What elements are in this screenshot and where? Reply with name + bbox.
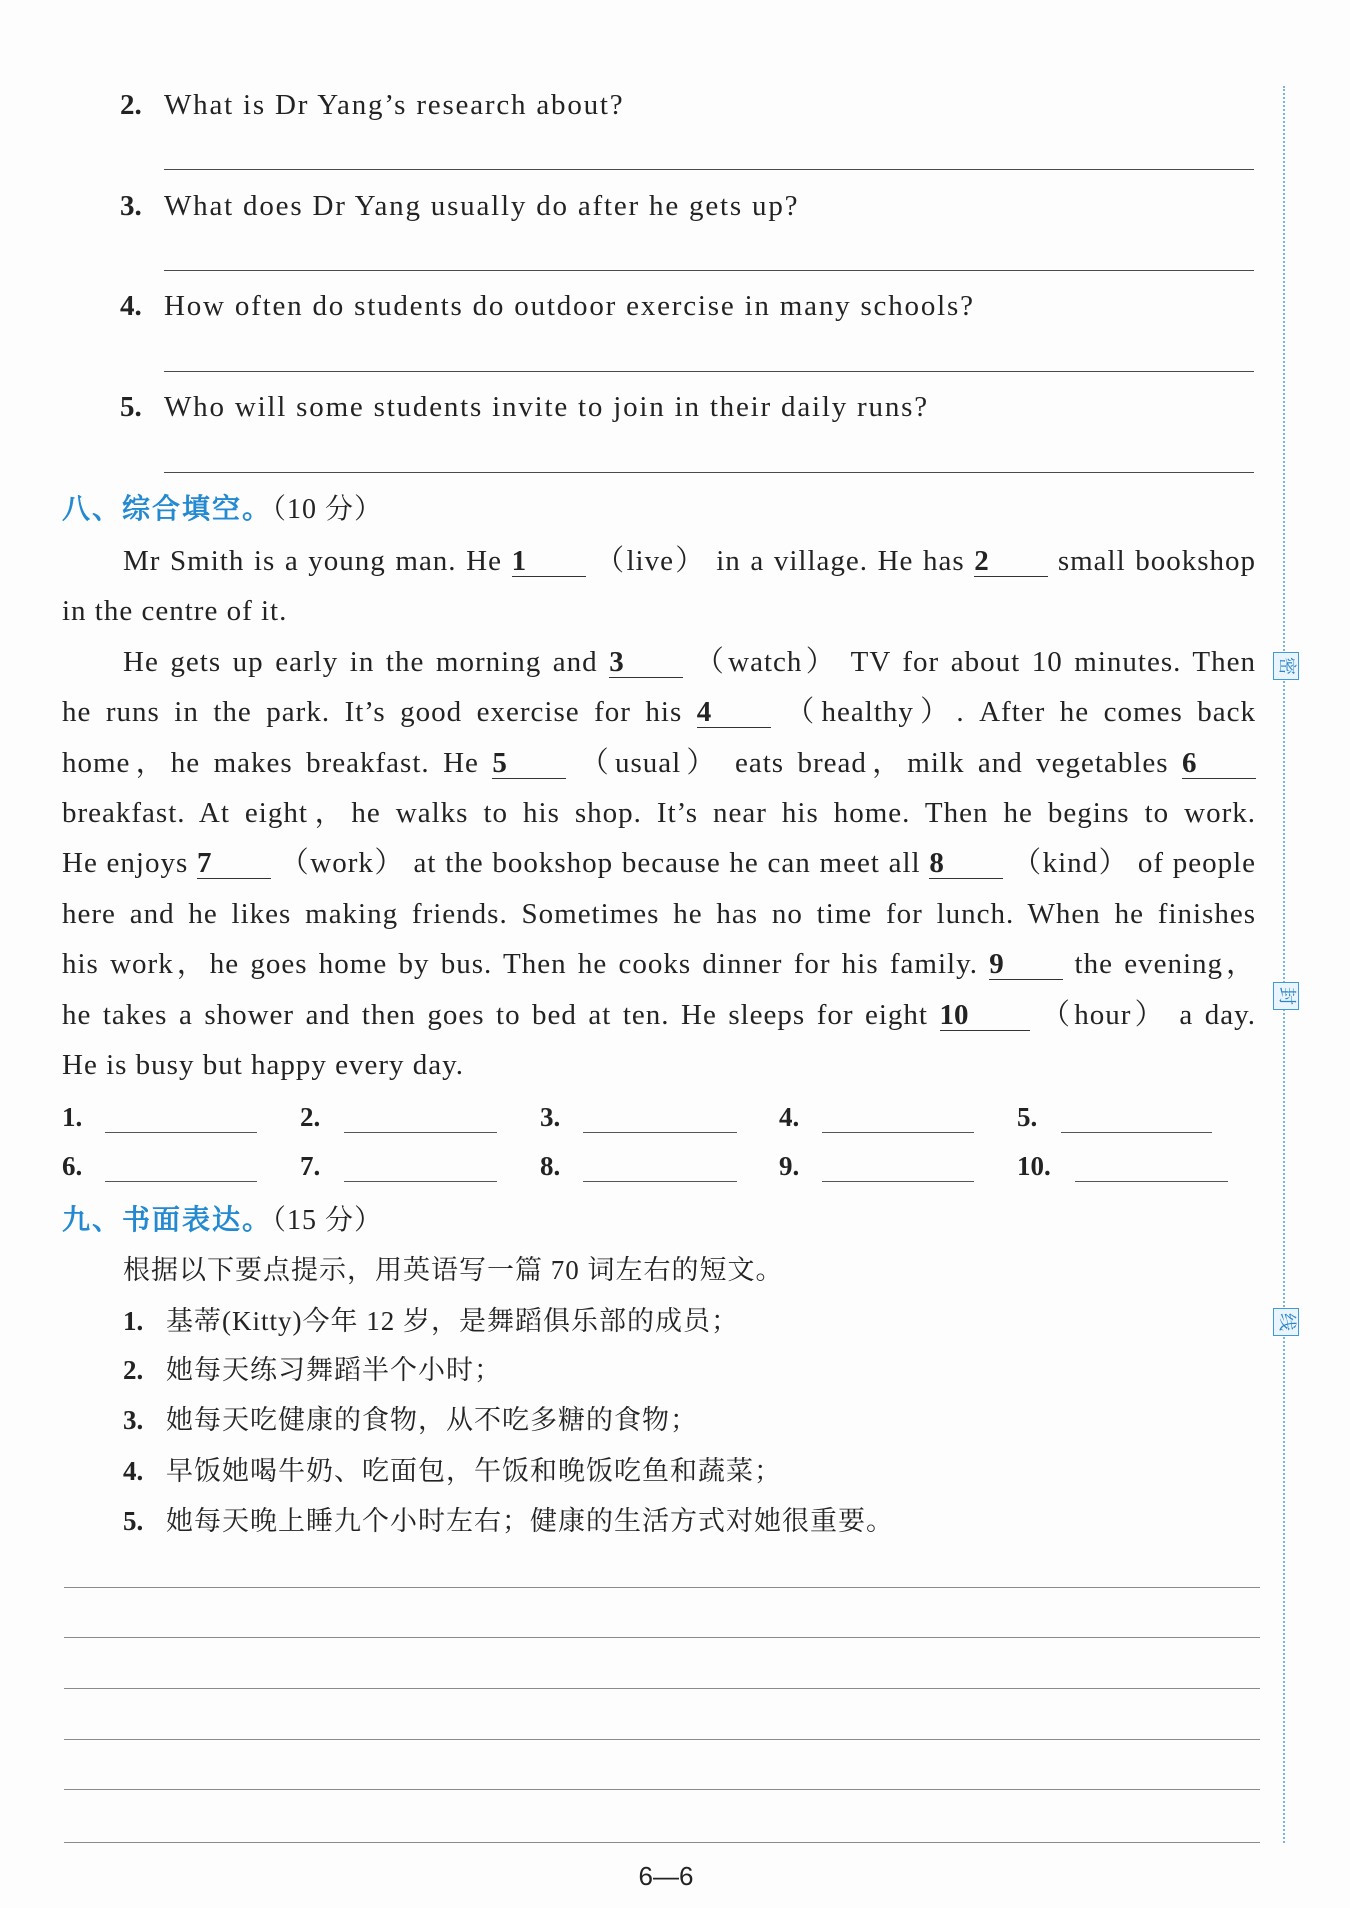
writing-line (64, 1637, 1260, 1638)
passage-text: He enjoys (62, 847, 189, 880)
answer-line (164, 371, 1254, 372)
blank-6: 6 (1182, 748, 1256, 779)
cloze-passage (62, 536, 1256, 1090)
section-title: 九、书面表达。 (62, 1205, 273, 1236)
passage-text: （live） in a village. He has (595, 545, 965, 577)
answer-line (164, 472, 1254, 473)
question-2 (120, 85, 1260, 125)
passage-line (62, 788, 1256, 838)
passage-text: Mr Smith is a young man. He (123, 545, 502, 577)
writing-line (64, 1688, 1260, 1689)
question-text: What does Dr Yang usually do after he gets up? (164, 190, 800, 222)
question-3 (120, 186, 1260, 226)
blank-9: 9 (989, 949, 1063, 980)
question-text: How often do students do outdoor exercise in many schools? (164, 290, 975, 322)
answer-label: 2. (300, 1102, 321, 1132)
point-number: 4. (123, 1456, 144, 1486)
answer-line (1061, 1132, 1212, 1133)
writing-line (64, 1789, 1260, 1790)
blank-5: 5 (492, 748, 566, 779)
answer-line (822, 1132, 974, 1133)
blank-3: 3 (609, 647, 683, 678)
answer-label: 1. (62, 1102, 83, 1132)
seal-mark (1273, 982, 1299, 1010)
passage-line (62, 838, 1256, 888)
passage-line (62, 637, 1256, 687)
passage-text: his work，he goes home by bus. Then he cooks dinner for his family. (62, 948, 978, 981)
answer-line (164, 169, 1254, 170)
passage-text: （kind） of people (1012, 847, 1256, 880)
section-title: 八、综合填空。 (62, 494, 273, 525)
passage-text: （hour） a day. (1041, 998, 1256, 1031)
blank-7: 7 (197, 848, 271, 879)
seal-dotted-line (1283, 86, 1285, 1843)
question-5 (120, 387, 1260, 427)
passage-line (62, 687, 1256, 737)
answer-line (1075, 1181, 1228, 1182)
passage-text: （work） at the bookshop because he can meet all (279, 847, 921, 880)
point-text: 基蒂(Kitty)今年 12 岁，是舞蹈俱乐部的成员； (166, 1306, 739, 1336)
answer-line (822, 1181, 974, 1182)
blank-10: 10 (940, 1000, 1030, 1031)
answer-label: 5. (1017, 1102, 1038, 1132)
question-number: 4. (120, 290, 142, 322)
passage-line (62, 1040, 1256, 1090)
passage-line (62, 939, 1256, 989)
question-4 (120, 286, 1260, 326)
blank-1: 1 (512, 546, 586, 577)
answer-line (583, 1132, 737, 1133)
passage-text: small bookshop (1057, 545, 1256, 577)
passage-text: he takes a shower and then goes to bed at ten. He sleeps for eight (62, 998, 928, 1031)
passage-text: （watch） TV for about 10 minutes. Then (694, 645, 1256, 678)
question-number: 5. (120, 391, 142, 423)
answer-label: 6. (62, 1151, 83, 1181)
point-text: 早饭她喝牛奶、吃面包，午饭和晚饭吃鱼和蔬菜； (166, 1456, 782, 1486)
passage-text: in the centre of it. (62, 595, 288, 628)
passage-text: He is busy but happy every day. (62, 1048, 465, 1081)
writing-line (64, 1739, 1260, 1740)
answer-line (164, 270, 1254, 271)
passage-text: here and he likes making friends. Sometimes he has no time for lunch. When he finishes (62, 897, 1256, 930)
answer-line (105, 1181, 257, 1182)
seal-mark-text: 线 (1276, 1313, 1297, 1331)
question-text: Who will some students invite to join in their daily runs? (164, 391, 929, 423)
writing-line (64, 1587, 1260, 1588)
answer-label: 8. (540, 1151, 561, 1181)
passage-text: home，he makes breakfast. He (62, 746, 479, 779)
passage-text: the evening， (1074, 948, 1256, 981)
blank-2: 2 (974, 546, 1048, 577)
answer-line (583, 1181, 737, 1182)
seal-mark-text: 密 (1276, 657, 1297, 675)
blank-4: 4 (697, 697, 771, 728)
seal-mark (1273, 1308, 1299, 1336)
question-text: What is Dr Yang’s research about? (164, 89, 625, 121)
answer-line (344, 1132, 497, 1133)
point-number: 5. (123, 1506, 144, 1536)
passage-text: He gets up early in the morning and (123, 645, 598, 678)
seal-mark (1273, 652, 1299, 680)
section-score: （10 分） (272, 494, 384, 525)
blank-8: 8 (929, 848, 1003, 879)
passage-text: （healthy）. After he comes back (785, 696, 1256, 729)
point-number: 2. (123, 1355, 144, 1385)
passage-line (62, 889, 1256, 939)
question-number: 3. (120, 190, 142, 222)
passage-line (62, 738, 1256, 788)
answer-line (105, 1132, 257, 1133)
point-text: 她每天练习舞蹈半个小时； (166, 1355, 502, 1385)
page-number: 6—6 (638, 1861, 694, 1891)
writing-line (64, 1842, 1260, 1843)
passage-text: breakfast. At eight，he walks to his shop. It’s near his home. Then he begins to work. (62, 796, 1256, 829)
section-8-heading (62, 490, 383, 530)
section-9-heading (62, 1201, 383, 1241)
point-number: 3. (123, 1405, 144, 1435)
writing-prompt: 根据以下要点提示，用英语写一篇 70 词左右的短文。 (123, 1255, 784, 1285)
answer-label: 7. (300, 1151, 321, 1181)
answer-label: 9. (779, 1151, 800, 1181)
answer-line (344, 1181, 497, 1182)
point-text: 她每天吃健康的食物，从不吃多糖的食物； (166, 1405, 698, 1435)
answer-label: 3. (540, 1102, 561, 1132)
seal-mark-text: 封 (1276, 987, 1297, 1005)
section-score: （15 分） (272, 1205, 384, 1236)
question-number: 2. (120, 89, 142, 121)
point-number: 1. (123, 1306, 144, 1336)
passage-text: he runs in the park. It’s good exercise for his (62, 696, 683, 729)
passage-line (62, 536, 1256, 586)
passage-line (62, 990, 1256, 1040)
passage-line (62, 586, 1256, 636)
point-text: 她每天晚上睡九个小时左右；健康的生活方式对她很重要。 (166, 1506, 894, 1536)
answer-label: 4. (779, 1102, 800, 1132)
answer-label: 10. (1017, 1151, 1051, 1181)
passage-text: （usual） eats bread，milk and vegetables (579, 746, 1169, 779)
